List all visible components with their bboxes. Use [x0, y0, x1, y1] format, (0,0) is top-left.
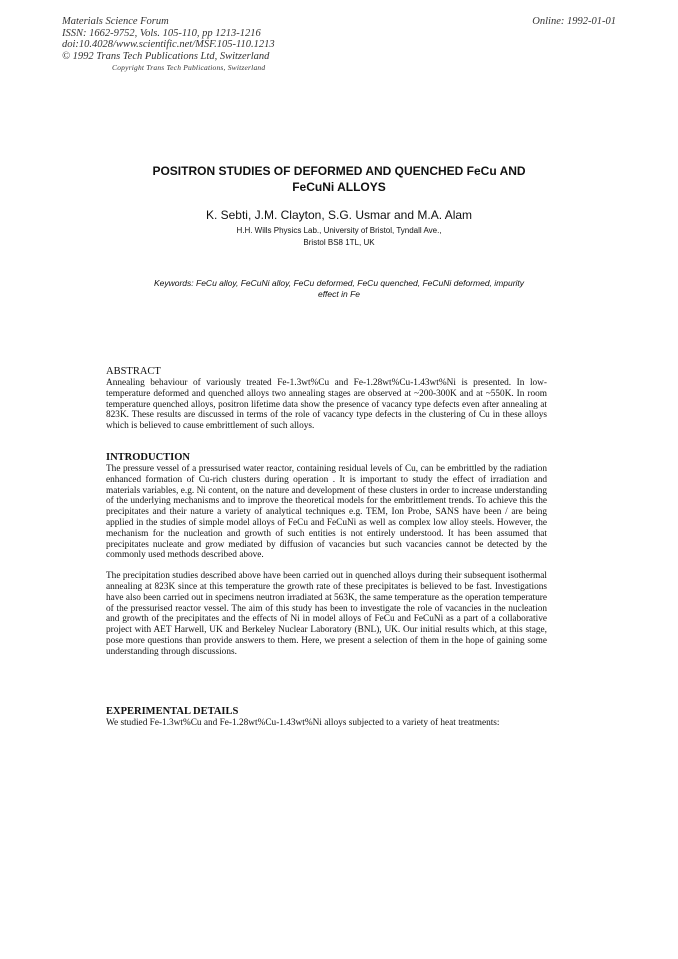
online-date: Online: 1992-01-01 [532, 16, 616, 27]
introduction-section [106, 452, 547, 668]
keywords [106, 278, 572, 300]
title-line-2: FeCuNi ALLOYS [292, 180, 386, 194]
author-list: K. Sebti, J.M. Clayton, S.G. Usmar and M.A. Alam [205, 208, 473, 222]
copyright-line: © 1992 Trans Tech Publications Ltd, Switzerland [62, 50, 270, 62]
experimental-section [106, 706, 547, 739]
affiliation [106, 225, 572, 249]
issn-line: ISSN: 1662-9752, Vols. 105-110, pp 1213-1216 [62, 27, 261, 39]
introduction-paragraph-1: The pressure vessel of a pressurised water reactor, containing residual levels of Cu, can be embrittled by the radiation enhanced formation of Cu-rich clusters during operation . It is important to study the effect of irradiation and materials variables, e.g. Ni content, on the nature and development of these clusters in order to increase understanding of the underlying mechanisms and to improve the theoretical models for the embrittlement trends. To achieve this the precipitates and their nature a variety of analytical techniques e.g. TEM, Ion Probe, SANS have been / are being applied in the studies of simple model alloys of FeCu and FeCuNi as well as complex low alloy steels. However, the mechanism for the nucleation and growth of such entities is not entirely understood. It has been assumed that precipitates nucleate and grow mediated by diffusion of vacancies but such vacancies cannot be detected by the commonly used methods described above. [106, 464, 547, 561]
title-line-1: POSITRON STUDIES OF DEFORMED AND QUENCHED FeCu AND [152, 164, 526, 178]
keywords-line-2: effect in Fe [317, 289, 361, 299]
copyright-stamp: Copyright Trans Tech Publications, Switzerland [112, 63, 266, 72]
introduction-heading: INTRODUCTION [106, 452, 191, 463]
affiliation-line-1: H.H. Wills Physics Lab., University of Bristol, Tyndall Ave., [236, 226, 442, 235]
citation-block [62, 16, 275, 62]
keywords-line-1: Keywords: FeCu alloy, FeCuNi alloy, FeCu deformed, FeCu quenched, FeCuNi deformed, impurity [153, 278, 525, 288]
experimental-text: We studied Fe-1.3wt%Cu and Fe-1.28wt%Cu-1.43wt%Ni alloys subjected to a variety of heat treatments: [106, 718, 500, 728]
doi-line: doi:10.4028/www.scientific.net/MSF.105-110.1213 [62, 39, 275, 50]
paper-title [106, 163, 572, 195]
journal-name: Materials Science Forum [62, 16, 169, 27]
abstract-section [106, 366, 547, 442]
affiliation-line-2: Bristol BS8 1TL, UK [303, 238, 375, 247]
introduction-paragraph-2: The precipitation studies described above have been carried out in quenched alloys during their subsequent isothermal annealing at 823K since at this temperature the growth rate of these precipitates is believed to be fast. Investigations have also been carried out in specimens neutron irradiated at 563K, the same temperature as the operation temperature of the pressurised reactor vessel. The aim of this study has been to investigate the role of vacancies in the nucleation and growth of the precipitates and the effects of Ni in model alloys of FeCu and FeCuNi as a part of a collaborative project with AET Harwell, UK and Berkeley Nuclear Laboratory (BNL), UK. Our initial results which, at this stage, pose more questions than provide answers to them. Here, we present a selection of them in the hope of gaining some understanding through discussions. [106, 571, 547, 657]
experimental-heading: EXPERIMENTAL DETAILS [106, 706, 239, 717]
abstract-heading: ABSTRACT [106, 366, 161, 377]
abstract-text: Annealing behaviour of variously treated Fe-1.3wt%Cu and Fe-1.28wt%Cu-1.43wt%Ni is presented. In low-temperature deformed and quenched alloys two annealing stages are observed at ~200-300K and at ~550K. In room temperature quenched alloys, positron lifetime data show the presence of vacancy type defects even after annealing at 823K. These results are discussed in terms of the role of vacancy type defects in the clustering of Cu in these alloys which is believed to cause embrittlement of such alloys. [106, 378, 547, 432]
